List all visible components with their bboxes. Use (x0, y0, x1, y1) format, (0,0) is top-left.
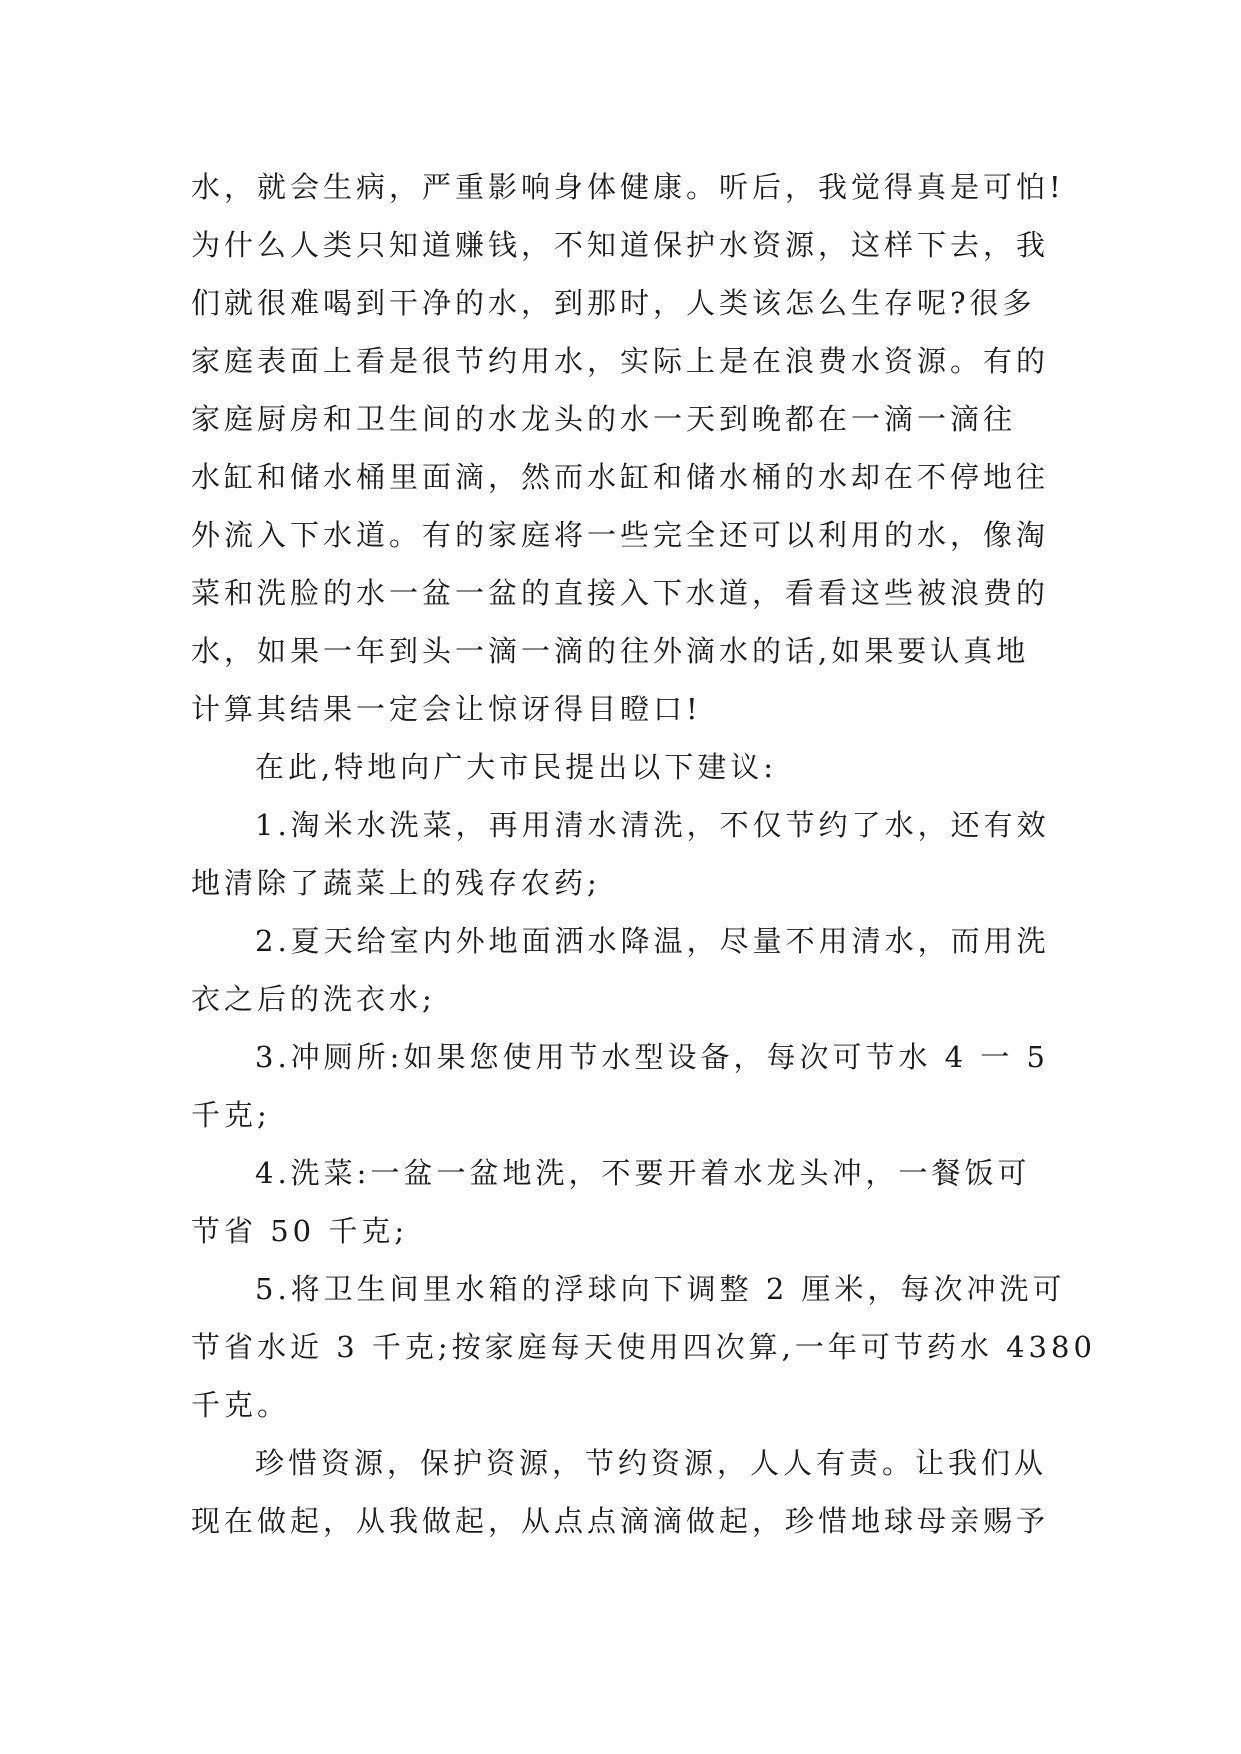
list-item-2-continuation: 衣之后的洗衣水; (191, 982, 436, 1016)
list-item-1-line: 1.淘米水洗菜，再用清水清洗，不仅节约了水，还有效 (255, 808, 1050, 842)
text-line: 水，如果一年到头一滴一滴的往外滴水的话,如果要认真地 (191, 634, 1030, 668)
text-line: 们就很难喝到干净的水，到那时，人类该怎么生存呢?很多 (191, 286, 1036, 320)
list-item-5-continuation: 节省水近 3 千克;按家庭每天使用四次算,一年可节药水 4380 (191, 1330, 1096, 1364)
list-item-1-continuation: 地清除了蔬菜上的残存农药; (191, 866, 601, 900)
text-line: 计算其结果一定会让惊讶得目瞪口! (191, 692, 702, 726)
text-line: 家庭表面上看是很节约用水，实际上是在浪费水资源。有的 (191, 344, 1050, 378)
text-line: 菜和洗脸的水一盆一盆的直接入下水道，看看这些被浪费的 (191, 576, 1050, 610)
text-line: 水缸和储水桶里面滴，然而水缸和储水桶的水却在不停地往 (191, 460, 1050, 494)
text-line: 家庭厨房和卫生间的水龙头的水一天到晚都在一滴一滴往 (191, 402, 1017, 436)
list-item-4-line: 4.洗菜:一盆一盆地洗，不要开着水龙头冲，一餐饭可 (255, 1156, 1031, 1190)
text-line: 为什么人类只知道赚钱，不知道保护水资源，这样下去，我 (191, 228, 1050, 262)
text-line: 外流入下水道。有的家庭将一些完全还可以利用的水，像淘 (191, 518, 1050, 552)
document-body (191, 158, 1096, 1550)
list-item-4-continuation: 节省 50 千克; (191, 1214, 409, 1248)
list-item-3-line: 3.冲厕所:如果您使用节水型设备，每次可节水 4 一 5 (255, 1040, 1049, 1074)
list-item-5-continuation: 千克。 (191, 1388, 291, 1422)
text-line: 水，就会生病，严重影响身体健康。听后，我觉得真是可怕! (191, 170, 1065, 204)
paragraph-start-line: 在此,特地向广大市民提出以下建议: (255, 750, 777, 784)
list-item-3-continuation: 千克; (191, 1098, 271, 1132)
list-item-2-line: 2.夏天给室内外地面洒水降温，尽量不用清水，而用洗 (255, 924, 1050, 958)
paragraph-start-line: 珍惜资源，保护资源，节约资源，人人有责。让我们从 (255, 1446, 1048, 1480)
list-item-5-line: 5.将卫生间里水箱的浮球向下调整 2 厘米，每次冲洗可 (255, 1272, 1066, 1306)
text-line: 现在做起，从我做起，从点点滴滴做起，珍惜地球母亲赐予 (191, 1504, 1050, 1538)
